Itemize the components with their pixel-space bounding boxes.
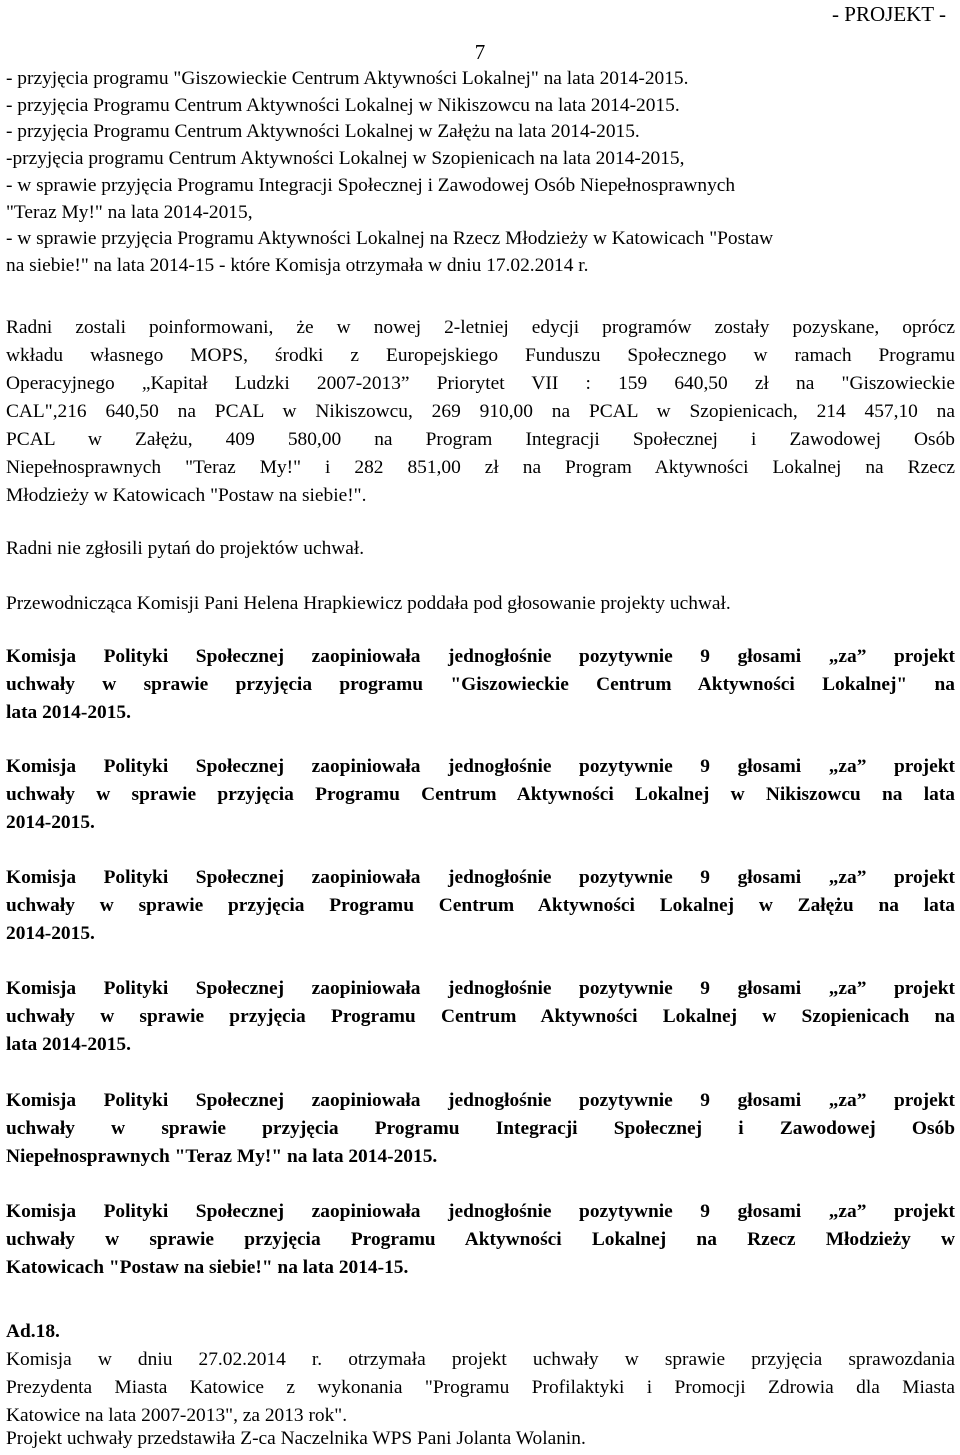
project-header: - PROJEKT - [832,2,946,26]
opinion-nikiszowiec [6,753,955,837]
opinion-line: 2014-2015. [6,812,95,833]
paragraph-line: Niepełnosprawnych "Teraz My!" i 282 851,00 zł na Program Aktywności Lokalnej na Rzecz [6,457,955,478]
presenter-note: Projekt uchwały przedstawiła Z-ca Naczelnika WPS Pani Jolanta Wolanin. [6,1428,586,1449]
page-number: 7 [474,40,486,64]
opinion-giszowiec [6,643,955,727]
paragraph-line: Radni zostali poinformowani, że w nowej 2-letniej edycji programów zostały pozyskane, oprócz [6,317,955,338]
opinion-line: uchwały w sprawie przyjęcia Programu Aktywności Lokalnej na Rzecz Młodzieży w [6,1229,955,1250]
opinion-line: uchwały w sprawie przyjęcia Programu Centrum Aktywności Lokalnej w Załężu na lata [6,895,955,916]
opinion-line: uchwały w sprawie przyjęcia programu "Giszowieckie Centrum Aktywności Lokalnej" na [6,674,955,695]
ad18-paragraph [6,1346,955,1430]
paragraph-line: Prezydenta Miasta Katowice z wykonania "Programu Profilaktyki i Promocji Zdrowia dla Miasta [6,1377,955,1398]
opinion-line: Komisja Polityki Społecznej zaopiniowała jednogłośnie pozytywnie 9 głosami „za” projekt [6,1090,955,1111]
opinion-line: uchwały w sprawie przyjęcia Programu Centrum Aktywności Lokalnej w Szopienicach na [6,1006,955,1027]
opinion-teraz-my [6,1087,955,1171]
intro-line: "Teraz My!" na lata 2014-2015, [6,201,253,223]
paragraph-line: wkładu własnego MOPS, środki z Europejskiego Funduszu Społecznego w ramach Programu [6,345,955,366]
paragraph-line: Operacyjnego „Kapitał Ludzki 2007-2013” Priorytet VII : 159 640,50 zł na "Giszowieckie [6,373,955,394]
paragraph-line: PCAL w Załężu, 409 580,00 na Program Integracji Społecznej i Zawodowej Osób [6,429,955,450]
opinion-line: Katowicach "Postaw na siebie!" na lata 2014-15. [6,1257,409,1278]
paragraph-line: Młodzieży w Katowicach "Postaw na siebie!". [6,485,367,506]
intro-line: - w sprawie przyjęcia Programu Aktywności Lokalnej na Rzecz Młodzieży w Katowicach "Postaw [6,228,774,250]
intro-line: na siebie!" na lata 2014-15 - które Komisja otrzymała w dniu 17.02.2014 r. [6,254,589,276]
opinion-line: 2014-2015. [6,923,95,944]
opinion-line: Komisja Polityki Społecznej zaopiniowała jednogłośnie pozytywnie 9 głosami „za” projekt [6,867,955,888]
received-drafts-list [6,66,954,280]
intro-line: - w sprawie przyjęcia Programu Integracji Społecznej i Zawodowej Osób Niepełnosprawnych [6,174,736,196]
intro-line: - przyjęcia programu "Giszowieckie Centrum Aktywności Lokalnej" na lata 2014-2015. [6,68,689,89]
chair-vote-note: Przewodnicząca Komisji Pani Helena Hrapkiewicz poddała pod głosowanie projekty uchwał. [6,593,731,614]
opinion-line: Niepełnosprawnych "Teraz My!" na lata 2014-2015. [6,1146,438,1167]
paragraph-line: CAL",216 640,50 na PCAL w Nikiszowcu, 269 910,00 na PCAL w Szopienicach, 214 457,10 na [6,401,955,422]
intro-line: -przyjęcia programu Centrum Aktywności Lokalnej w Szopienicach na lata 2014-2015, [6,148,685,170]
opinion-line: Komisja Polityki Społecznej zaopiniowała jednogłośnie pozytywnie 9 głosami „za” projekt [6,756,955,777]
opinion-line: uchwały w sprawie przyjęcia Programu Centrum Aktywności Lokalnej w Nikiszowcu na lata [6,784,955,805]
paragraph-line: Komisja w dniu 27.02.2014 r. otrzymała projekt uchwały w sprawie przyjęcia sprawozdania [6,1349,955,1370]
opinion-line: lata 2014-2015. [6,702,131,723]
intro-line: - przyjęcia Programu Centrum Aktywności Lokalnej w Załężu na lata 2014-2015. [6,121,640,143]
opinion-postaw-na-siebie [6,1198,955,1282]
opinion-line: lata 2014-2015. [6,1034,131,1055]
no-questions-note: Radni nie zgłosili pytań do projektów uchwał. [6,538,365,559]
opinion-line: Komisja Polityki Społecznej zaopiniowała jednogłośnie pozytywnie 9 głosami „za” projekt [6,978,955,999]
opinion-szopienice [6,975,955,1059]
paragraph-line: Katowice na lata 2007-2013", za 2013 rok". [6,1405,348,1426]
funding-info-paragraph [6,314,955,510]
opinion-line: Komisja Polityki Społecznej zaopiniowała jednogłośnie pozytywnie 9 głosami „za” projekt [6,1201,955,1222]
agenda-item-heading: Ad.18. [6,1321,60,1342]
intro-line: - przyjęcia Programu Centrum Aktywności Lokalnej w Nikiszowcu na lata 2014-2015. [6,94,680,116]
opinion-line: Komisja Polityki Społecznej zaopiniowała jednogłośnie pozytywnie 9 głosami „za” projekt [6,646,955,667]
opinion-line: uchwały w sprawie przyjęcia Programu Integracji Społecznej i Zawodowej Osób [6,1118,955,1139]
opinion-zalez [6,864,955,948]
